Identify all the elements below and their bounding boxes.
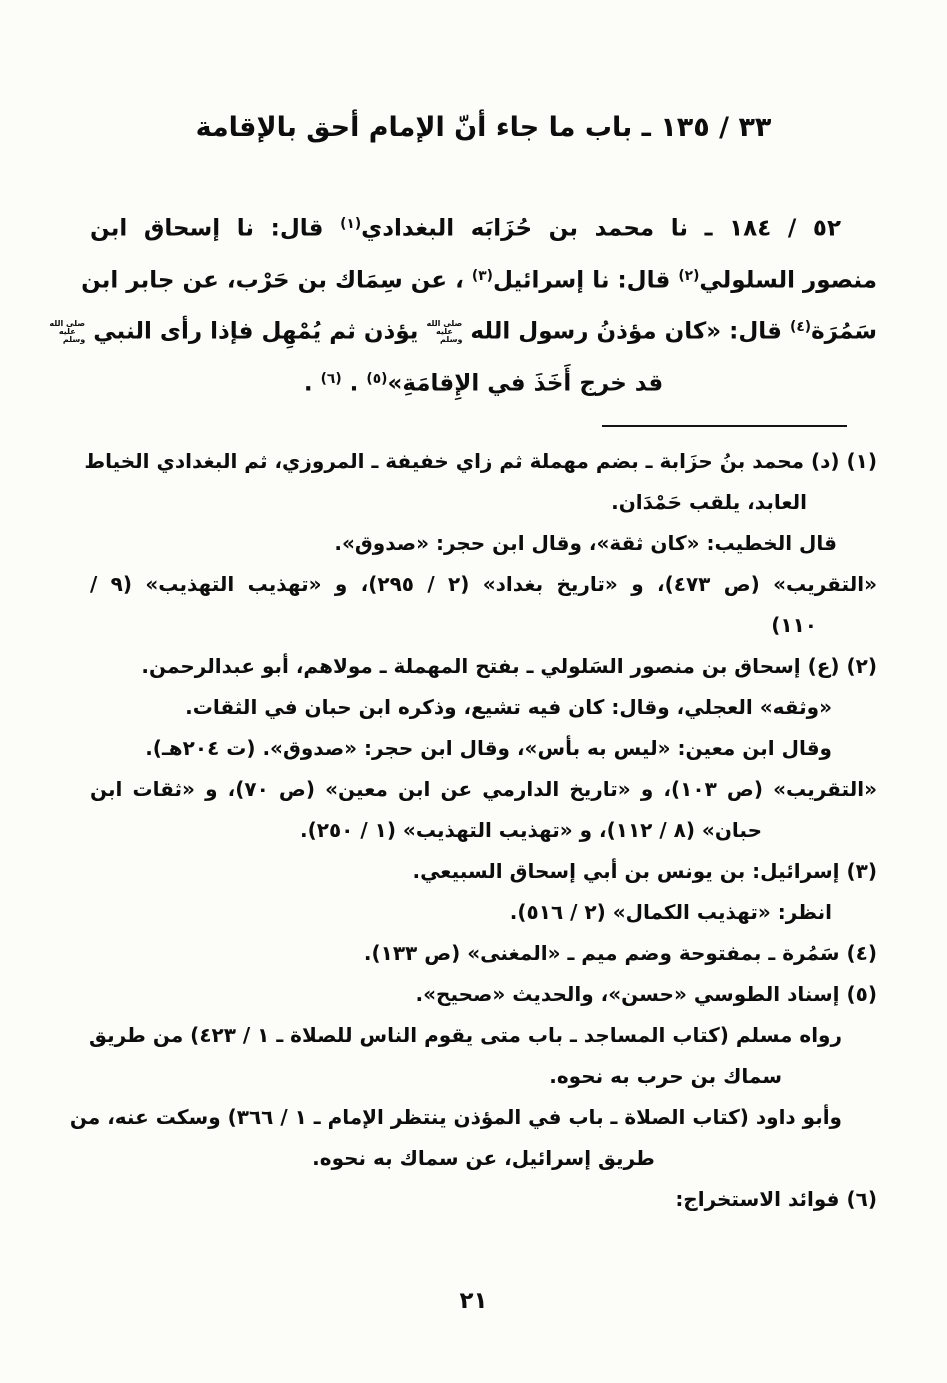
text-run: (١) (د) محمد بنُ حزَابة ـ بضم مهملة ثم زاي خفيفة ـ المروزي، ثم البغدادي الخياط <box>84 449 877 474</box>
text-run: ١١٠) <box>771 613 817 638</box>
footnote-ref: (١) <box>340 216 362 232</box>
text-run: حبان» (٨ / ١١٢)، و «تهذيب التهذيب» (١ / ٢٥٠). <box>299 818 762 843</box>
footnote-line <box>90 728 877 769</box>
footnote-line <box>90 769 877 810</box>
text-run: قال: «كان مؤذنُ رسول الله <box>462 318 791 345</box>
chapter-title: ٣٣ / ١٣٥ ـ باب ما جاء أنّ الإمام أحق بالإقامة <box>195 112 772 143</box>
footnote-line <box>69 1097 877 1138</box>
text-run: (٢) (ع) إسحاق بن منصور السَلولي ـ بفتح المهملة ـ مولاهم، أبو عبدالرحمن. <box>141 654 877 679</box>
footnote-ref: (٥) <box>366 370 388 387</box>
text-run: «وثقه» العجلي، وقال: كان فيه تشيع، وذكره ابن حبان في الثقات. <box>185 695 832 720</box>
footnote-ref: (٣) <box>471 267 493 284</box>
footnote-line <box>90 1179 877 1220</box>
footnote-ref: (٦) <box>320 370 342 387</box>
footnote-line <box>84 441 877 482</box>
text-run: (٤) سَمُرة ـ بمفتوحة وضم ميم ـ «المغنى» (ص ١٣٣). <box>363 941 877 966</box>
text-run: ، عن سِمَاك بن حَرْب، عن جابر ابن <box>81 267 472 294</box>
text-run: قد خرج أَخَذَ في الإِقامَةِ» <box>387 370 664 397</box>
body-line <box>90 356 877 408</box>
footnote-line <box>90 1015 877 1056</box>
text-run: (٦) فوائد الاستخراج: <box>675 1187 877 1212</box>
footnote-ref: (٤) <box>790 319 812 336</box>
pbuh-symbol: صلى الله عليه وسلم <box>49 319 86 345</box>
text-run: «التقريب» (ص ٤٧٣)، و «تاريخ بغداد» (٢ / ٢٩٥)، و «تهذيب التهذيب» (٩ / <box>90 572 877 597</box>
footnote-line <box>90 810 877 851</box>
footnote-line <box>90 523 877 564</box>
page-number: ٢١ <box>459 1288 488 1314</box>
footnotes-section <box>69 441 878 1220</box>
text-run: قال: نا إسرائيل <box>492 267 679 294</box>
text-run: سماك بن حرب به نحوه. <box>549 1064 782 1089</box>
hadith-paragraph <box>49 201 877 407</box>
footnote-ref: (٢) <box>678 267 700 284</box>
text-run: . <box>341 370 367 397</box>
footnote-line <box>90 646 877 687</box>
footnote-line <box>90 1138 877 1179</box>
footnote-line <box>90 564 877 605</box>
text-run: طريق إسرائيل، عن سماك به نحوه. <box>312 1146 655 1171</box>
footnote-line <box>90 687 877 728</box>
footnote-line <box>90 892 877 933</box>
body-line <box>49 304 877 356</box>
text-run: وأبو داود (كتاب الصلاة ـ باب في المؤذن ينتظر الإمام ـ ١ / ٣٦٦) وسكت عنه، من <box>69 1105 842 1130</box>
body-line <box>90 201 877 253</box>
text-run: قال: نا إسحاق ابن <box>90 215 341 242</box>
footnote-line <box>90 851 877 892</box>
footnote-line <box>90 933 877 974</box>
text-run: سَمُرَة <box>811 318 877 345</box>
text-run: انظر: «تهذيب الكمال» (٢ / ٥١٦). <box>509 900 832 925</box>
text-run: ٥٢ / ١٨٤ ـ نا محمد بن حُزَابَه البغدادي <box>361 215 841 242</box>
text-run: وقال ابن معين: «ليس به بأس»، وقال ابن حجر: «صدوق». (ت ٢٠٤هـ). <box>145 736 832 761</box>
body-line <box>81 253 877 305</box>
text-run: العابد، يلقب حَمْدَان. <box>611 490 807 515</box>
footnote-line <box>90 974 877 1015</box>
footnote-separator <box>602 425 847 427</box>
text-run: رواه مسلم (كتاب المساجد ـ باب متى يقوم الناس للصلاة ـ ١ / ٤٢٣) من طريق <box>89 1023 842 1048</box>
text-run: قال الخطيب: «كان ثقة»، وقال ابن حجر: «صدوق». <box>334 531 837 556</box>
text-run: منصور السلولي <box>699 267 877 294</box>
pbuh-symbol: صلى الله عليه وسلم <box>426 319 463 345</box>
footnote-line <box>90 605 877 646</box>
page-content <box>49 0 878 1220</box>
text-run: يؤذن ثم يُمْهِل فإذا رأى النبي <box>85 318 427 345</box>
text-run: . <box>303 370 321 397</box>
footnote-line <box>90 482 877 523</box>
text-run: (٣) إسرائيل: بن يونس بن أبي إسحاق السبيعي. <box>412 859 877 884</box>
text-run: «التقريب» (ص ١٠٣)، و «تاريخ الدارمي عن ابن معين» (ص ٧٠)، و «ثقات ابن <box>90 777 878 802</box>
text-run: (٥) إسناد الطوسي «حسن»، والحديث «صحيح». <box>415 982 877 1007</box>
footnote-line <box>90 1056 877 1097</box>
